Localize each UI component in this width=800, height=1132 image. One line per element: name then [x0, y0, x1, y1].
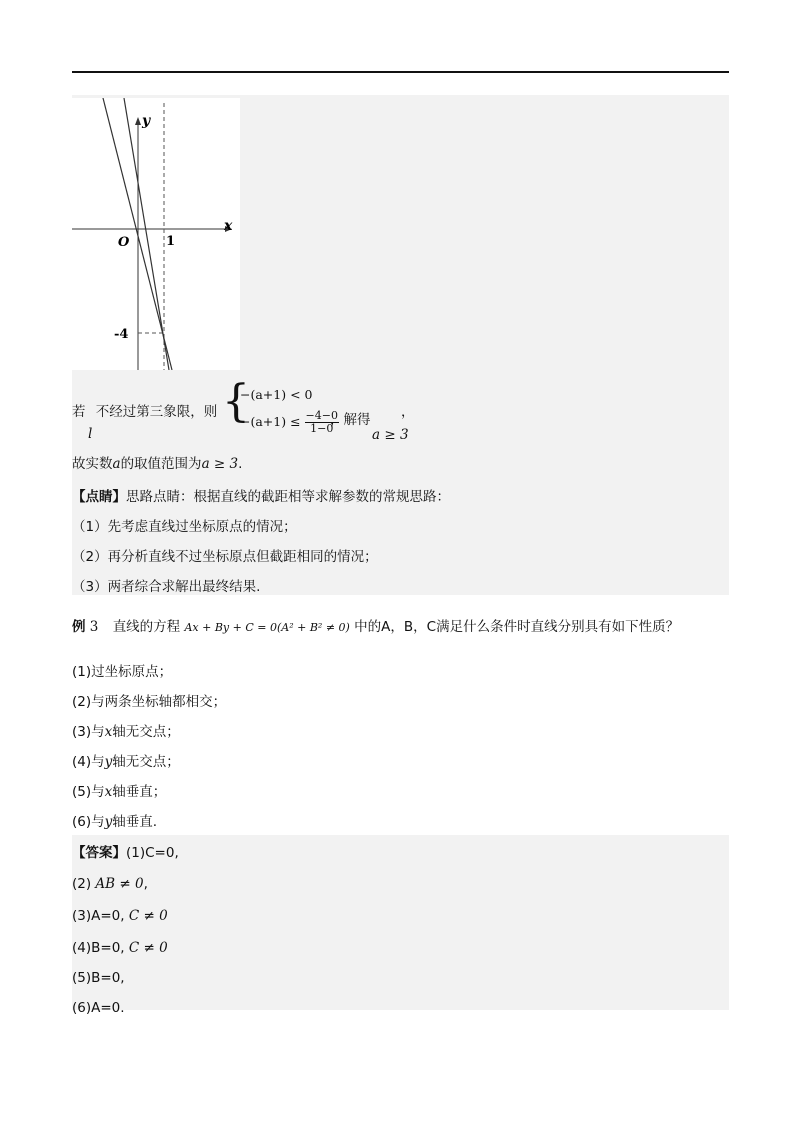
- item-text-post: 轴无交点；: [112, 754, 180, 770]
- answer-text: C=0,: [145, 845, 179, 861]
- item-text: 与: [91, 754, 105, 770]
- example-item-2: [72, 692, 226, 712]
- answer-text: A=0.: [91, 1000, 125, 1016]
- fraction-denominator: 1−0: [310, 422, 334, 435]
- inequality-2-left: −(a+1) ≤: [240, 414, 301, 429]
- item-text-post: 轴无交点；: [112, 724, 180, 740]
- example-item-1: [72, 662, 172, 682]
- tip-heading-line: [72, 487, 450, 507]
- answer-number: (5): [72, 970, 92, 986]
- solve-result: a ≥ 3: [372, 427, 409, 443]
- item-text: 与: [91, 814, 105, 830]
- x-axis-label: x: [224, 218, 233, 234]
- item-text: 与: [91, 784, 105, 800]
- tip-step-2: （2）再分析直线不过坐标原点但截距相同的情况；: [72, 549, 378, 565]
- item-number: (6): [72, 814, 92, 830]
- answer-line-2: [72, 874, 148, 894]
- answer-line-3: [72, 906, 168, 926]
- item-var: y: [104, 814, 113, 830]
- item-var: x: [104, 784, 113, 800]
- answer-text: B=0,: [91, 940, 125, 956]
- example-label: 例: [72, 619, 86, 635]
- condition-prefix: 若: [72, 404, 86, 420]
- conclusion-result: a ≥ 3: [201, 456, 239, 472]
- conclusion-var: a: [112, 456, 121, 472]
- item-text: 与: [91, 724, 105, 740]
- answer-line-1: [72, 843, 179, 863]
- y-axis-arrow: [135, 117, 141, 125]
- answer-math: C ≠ 0: [128, 908, 168, 924]
- example-condition: (A² + B² ≠ 0): [276, 621, 350, 634]
- item-number: (3): [72, 724, 92, 740]
- condition-line: [72, 402, 217, 422]
- conclusion-pre: 故实数: [72, 456, 113, 472]
- answer-heading: 【答案】: [72, 845, 126, 861]
- inequality-1: −(a+1) < 0: [240, 387, 313, 402]
- answer-number: (2): [72, 876, 92, 892]
- answer-line-5: [72, 968, 125, 988]
- example-intro: 直线的方程: [112, 619, 181, 635]
- graph-svg: [72, 98, 240, 370]
- tip-step-3: （3）两者综合求解出最终结果.: [72, 579, 261, 595]
- answer-number: (6): [72, 1000, 92, 1016]
- item-text: 与两条坐标轴都相交；: [91, 694, 227, 710]
- answer-math: C ≠ 0: [128, 940, 168, 956]
- answer-number: (1): [126, 845, 146, 861]
- item-number: (1): [72, 664, 92, 680]
- example-line: [72, 617, 679, 638]
- y-axis-label: y: [142, 113, 151, 129]
- item-text-post: 轴垂直；: [112, 784, 167, 800]
- example-item-5: [72, 782, 166, 802]
- example-equation: Ax + By + C = 0: [184, 621, 277, 634]
- conclusion-end: .: [238, 456, 243, 472]
- condition-text: 不经过第三象限，则: [95, 404, 218, 420]
- answer-line-4: [72, 938, 168, 958]
- example-item-4: [72, 752, 180, 772]
- item-number: (2): [72, 694, 92, 710]
- line-graph-figure: [72, 98, 240, 370]
- item-text-post: 轴垂直.: [112, 814, 158, 830]
- example-item-6: [72, 812, 157, 832]
- item-text: 过坐标原点；: [91, 664, 173, 680]
- solve-comma: ，: [401, 404, 415, 420]
- condition-variable: l: [88, 426, 93, 442]
- tip-step-1: （1）先考虑直线过坐标原点的情况；: [72, 519, 297, 535]
- answer-text: A=0,: [91, 908, 125, 924]
- conclusion-mid: 的取值范围为: [120, 456, 202, 472]
- answer-tail: ,: [143, 876, 148, 892]
- item-number: (4): [72, 754, 92, 770]
- example-number: 3: [89, 619, 99, 635]
- inequality-2: [240, 410, 339, 435]
- item-number: (5): [72, 784, 92, 800]
- fraction-numerator: −4−0: [305, 409, 338, 422]
- example-question: 中的A，B，C满足什么条件时直线分别具有如下性质？: [354, 619, 680, 635]
- answer-number: (4): [72, 940, 92, 956]
- item-var: y: [104, 754, 113, 770]
- system-brace: {: [222, 376, 250, 427]
- example-item-3: [72, 722, 180, 742]
- y-tick-label: -4: [114, 327, 129, 342]
- answer-line-6: [72, 998, 125, 1018]
- answer-math: AB ≠ 0: [95, 876, 144, 892]
- line-l: [124, 98, 169, 370]
- x-tick-label: 1: [166, 234, 176, 249]
- conclusion-line: [72, 454, 242, 474]
- origin-label: O: [118, 235, 130, 250]
- tip-heading: 【点睛】: [72, 489, 126, 505]
- item-var: x: [104, 724, 113, 740]
- header-rule: [72, 71, 729, 73]
- solve-text: ，解得: [330, 412, 371, 428]
- answer-number: (3): [72, 908, 92, 924]
- tip-text: 思路点睛：根据直线的截距相等求解参数的常规思路：: [126, 489, 450, 505]
- answer-text: B=0,: [91, 970, 125, 986]
